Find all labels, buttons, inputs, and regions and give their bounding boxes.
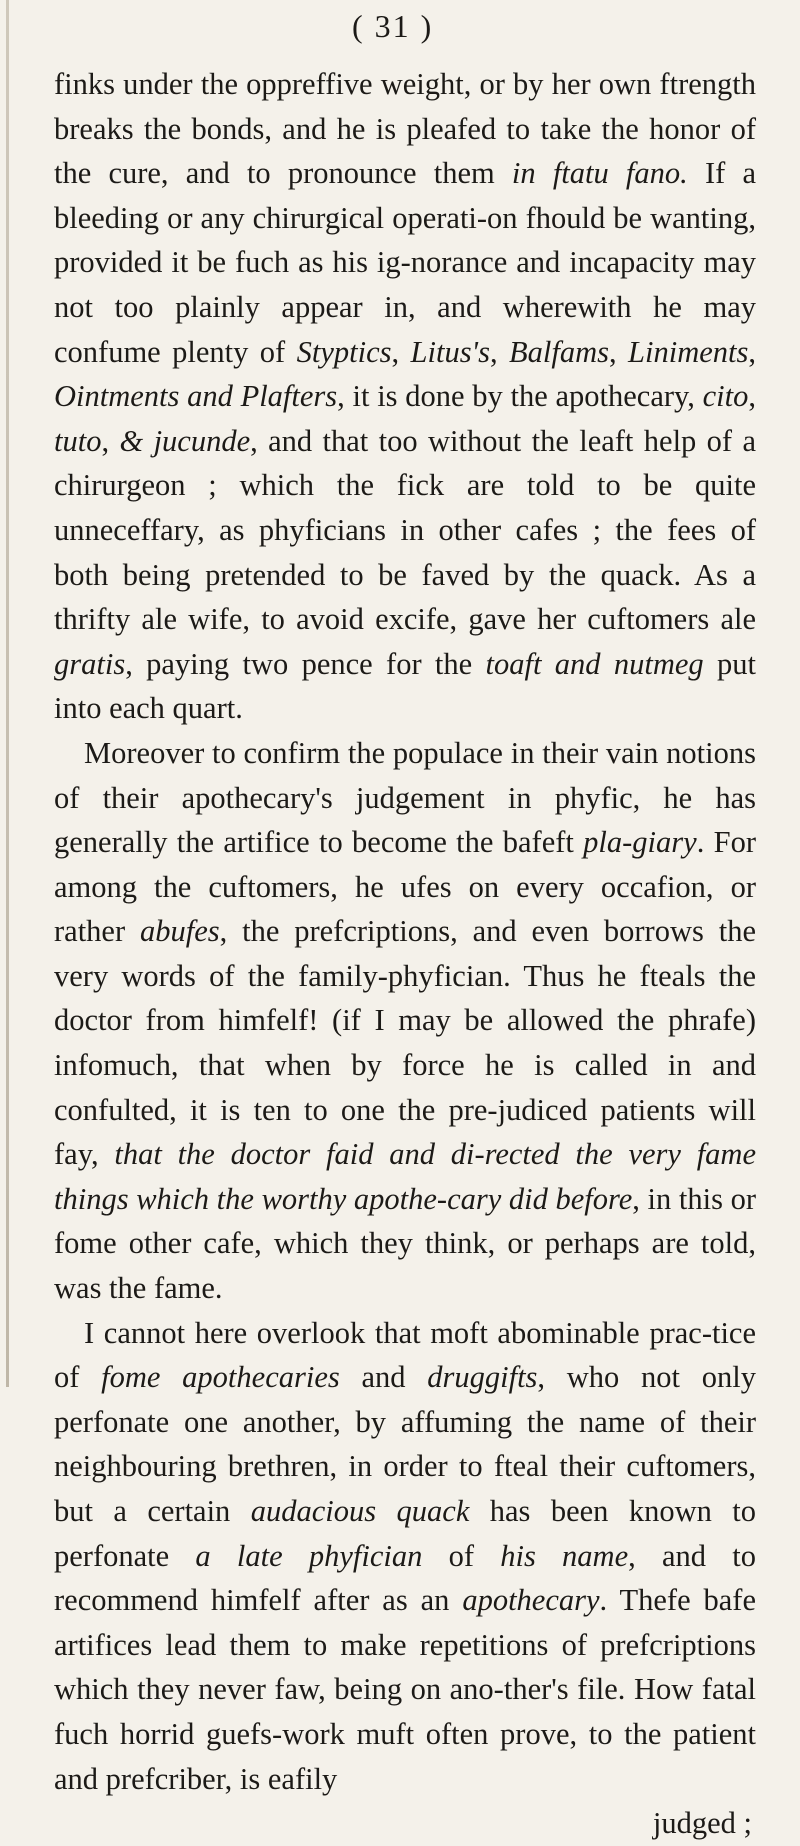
- italic-text-run: fome apothecaries: [101, 1360, 340, 1395]
- paragraph: [54, 1311, 756, 1802]
- body-text: [54, 62, 756, 1801]
- italic-text-run: gratis: [54, 646, 126, 681]
- page-edge-rule: [6, 0, 9, 1387]
- paragraph: [54, 62, 756, 731]
- text-run: , and to recommend himfelf after as an: [54, 1538, 756, 1618]
- italic-text-run: Ointments and Plafters: [54, 379, 338, 414]
- text-run: and: [339, 1360, 428, 1395]
- text-run: ,: [748, 379, 757, 414]
- text-run: ,: [609, 334, 629, 369]
- page-number: ( 31 ): [352, 8, 434, 44]
- catchword: judged ;: [652, 1806, 752, 1841]
- italic-text-run: cito: [702, 379, 749, 414]
- italic-text-run: Balfams: [509, 334, 609, 369]
- italic-text-run: tuto: [54, 423, 102, 458]
- italic-text-run: apothecary: [462, 1583, 600, 1618]
- text-run: . For among the cuftomers, he ufes on every occafion, or rather: [54, 825, 756, 949]
- italic-text-run: Liniments: [628, 334, 749, 369]
- text-run: ,: [748, 334, 756, 369]
- italic-text-run: Litus's: [410, 334, 490, 369]
- italic-text-run: his name: [500, 1538, 629, 1573]
- text-run: has been known to perfonate: [54, 1494, 756, 1573]
- text-run: ,: [101, 423, 120, 458]
- text-run: . Thefe bafe artifices lead them to make repetitions of prefcriptions which they never faw, being on ano-ther's file. How fatal fuch horrid guefs-work muft often prove, to the patient and prefcriber, is eafily: [54, 1583, 757, 1796]
- italic-text-run: that the doctor faid and di-rected the very fame things which the worthy apothe-cary did before: [54, 1137, 756, 1216]
- italic-text-run: audacious quack: [250, 1494, 470, 1528]
- text-run: ,: [489, 334, 510, 369]
- text-run: , who not only perfonate one another, by affuming the name of their neighbouring brethren, in order to fteal their cuftomers, but a certain: [54, 1360, 756, 1528]
- text-run: , and that too without the leaft help of a chirurgeon ; which the fick are told to be quite unneceffary, as phyficians in other cafes ; the fees of both being pretended to be faved by the quack. As a thrifty ale wife, to avoid excife, gave her cuftomers ale: [54, 423, 757, 637]
- text-run: Moreover to confirm the populace in their vain notions of their apothecary's judgement in phyfic, he has generally the artifice to become the bafeft: [54, 735, 756, 860]
- text-run: put into each quart.: [54, 646, 756, 726]
- italic-text-run: & jucunde: [119, 423, 251, 458]
- text-run: of: [422, 1538, 501, 1573]
- text-run: , paying two pence for the: [125, 646, 486, 681]
- text-run: finks under the oppreffive weight, or by her own ftrength breaks the bonds, and he is pleafed to take the honor of the cure, and to pronounce them: [54, 67, 756, 191]
- italic-text-run: in ftatu fano.: [511, 156, 688, 191]
- italic-text-run: a late phyfician: [195, 1538, 423, 1573]
- text-run: I cannot here overlook that moft abominable prac-tice of: [54, 1315, 756, 1395]
- italic-text-run: pla-giary: [583, 825, 697, 860]
- text-run: If a bleeding or any chirurgical operati-on fhould be wanting, provided it be fuch as his ig-norance and incapacity may not too plainly appear in, and wherewith he may confume plenty of: [54, 156, 756, 369]
- text-run: , it is done by the apothecary,: [337, 379, 703, 414]
- italic-text-run: abufes: [139, 914, 220, 949]
- italic-text-run: toaft and nutmeg: [485, 646, 704, 681]
- text-run: , the prefcriptions, and even borrows the very words of the family-phyfician. Thus he fteals the doctor from himfelf! (if I may be allowed the phrafe) infomuch, that when by force he is called in and confulted, it is ten to one the pre-judiced patients will fay,: [54, 914, 756, 1172]
- text-run: , in this or fome other cafe, which they think, or perhaps are told, was the fame.: [54, 1181, 756, 1306]
- text-run: ,: [391, 334, 411, 369]
- italic-text-run: Styptics: [296, 334, 392, 369]
- italic-text-run: druggifts: [427, 1360, 538, 1395]
- paragraph: [54, 731, 756, 1311]
